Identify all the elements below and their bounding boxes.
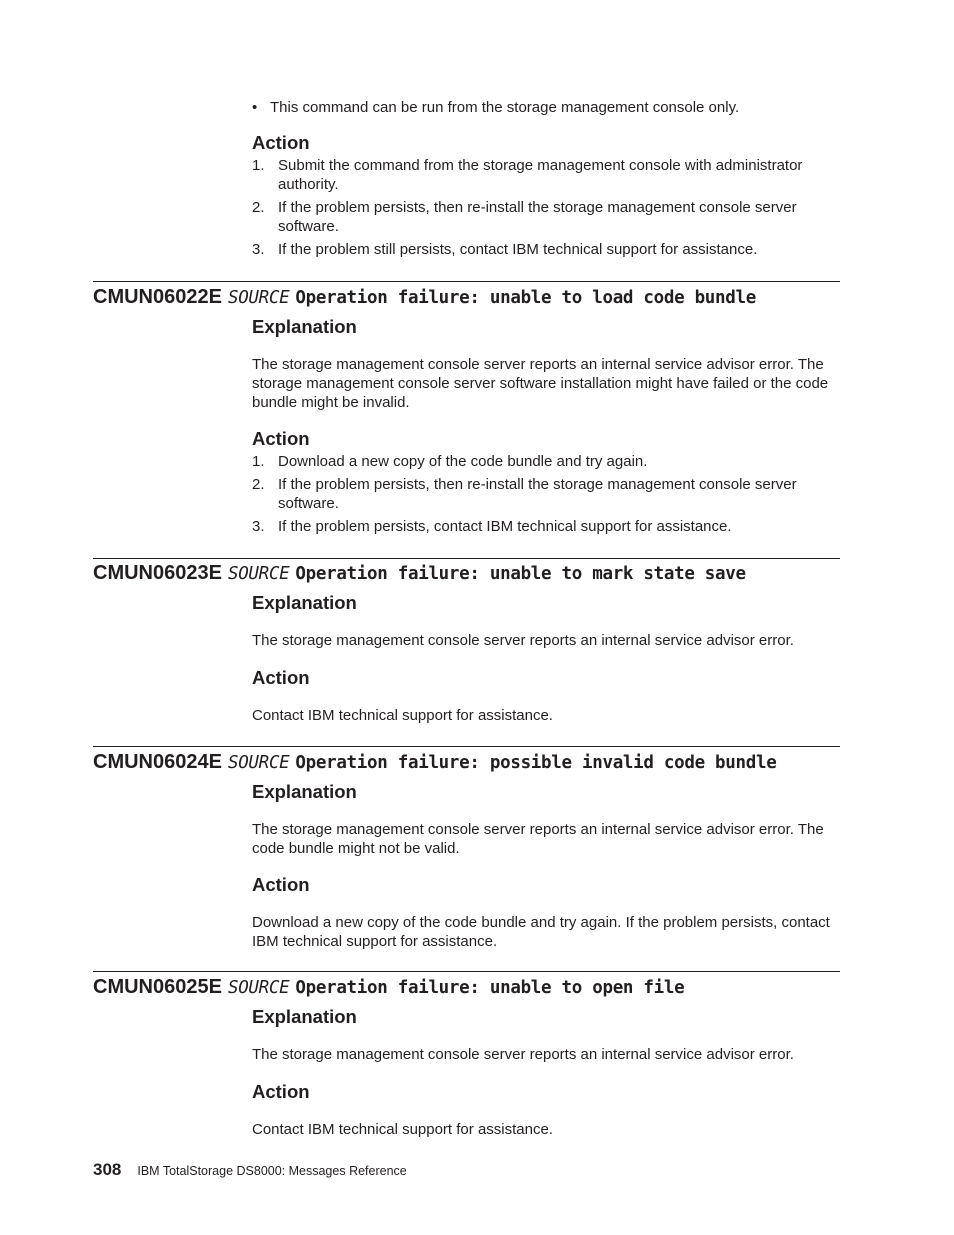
section-divider (93, 558, 840, 559)
message-source: SOURCE (227, 753, 290, 773)
action-step (252, 198, 840, 236)
page-number: 308 (93, 1160, 122, 1179)
step-number: 3. (252, 518, 265, 535)
step-number: 2. (252, 476, 265, 493)
step-text: If the problem persists, contact IBM technical support for assistance. (278, 518, 732, 535)
action-heading: Action (252, 667, 310, 688)
explanation-text: The storage management console server reports an internal service advisor error. The storage management console server software installation might have failed or the code bundle might be invalid. (252, 356, 829, 411)
action-steps-list (252, 156, 840, 259)
section-divider (93, 971, 840, 972)
step-text: If the problem still persists, contact IBM technical support for assistance. (278, 241, 758, 258)
explanation-text: The storage management console server reports an internal service advisor error. The code bundle might not be valid. (252, 821, 824, 857)
explanation-text: The storage management console server reports an internal service advisor error. (252, 1046, 794, 1063)
action-step (252, 517, 840, 536)
action-step (252, 240, 840, 259)
explanation-section (252, 316, 840, 412)
message-heading (93, 749, 853, 777)
message-code: CMUN06025E (93, 976, 222, 998)
section-divider (93, 746, 840, 747)
explanation-text: The storage management console server reports an internal service advisor error. (252, 632, 794, 649)
message-code: CMUN06022E (93, 286, 222, 308)
action-steps-list (252, 452, 840, 536)
action-text: Contact IBM technical support for assistance. (252, 707, 553, 724)
step-number: 1. (252, 453, 265, 470)
action-heading: Action (252, 874, 310, 895)
page-footer (93, 1160, 407, 1180)
action-heading: Action (252, 132, 310, 153)
step-text: Submit the command from the storage management console with administrator authority. (278, 157, 803, 193)
step-number: 1. (252, 157, 265, 174)
action-section (252, 667, 840, 725)
action-heading: Action (252, 428, 310, 449)
action-section (252, 1081, 840, 1139)
message-title: Operation failure: possible invalid code bundle (295, 753, 777, 773)
message-heading (93, 560, 853, 588)
intro-bullet-text: This command can be run from the storage management console only. (270, 99, 740, 116)
step-text: If the problem persists, then re-install the storage management console server software. (278, 199, 797, 235)
explanation-section (252, 781, 840, 858)
explanation-heading: Explanation (252, 316, 357, 337)
explanation-section (252, 1006, 840, 1064)
message-source: SOURCE (227, 978, 290, 998)
intro-bullet-item (252, 98, 842, 117)
message-title: Operation failure: unable to load code bundle (295, 288, 756, 308)
explanation-section (252, 592, 840, 650)
first-action-section (252, 132, 840, 263)
action-text: Download a new copy of the code bundle and try again. If the problem persists, contact IBM technical support for assistance. (252, 914, 830, 950)
message-source: SOURCE (227, 288, 290, 308)
step-text: If the problem persists, then re-install the storage management console server software. (278, 476, 797, 512)
message-title: Operation failure: unable to mark state save (295, 564, 746, 584)
message-source: SOURCE (227, 564, 290, 584)
explanation-heading: Explanation (252, 592, 357, 613)
message-code: CMUN06024E (93, 751, 222, 773)
action-section (252, 428, 840, 540)
action-step (252, 156, 840, 194)
message-code: CMUN06023E (93, 562, 222, 584)
action-step (252, 452, 840, 471)
message-heading (93, 284, 853, 312)
action-step (252, 475, 840, 513)
action-heading: Action (252, 1081, 310, 1102)
action-section (252, 874, 840, 951)
explanation-heading: Explanation (252, 781, 357, 802)
footer-text: IBM TotalStorage DS8000: Messages Reference (137, 1164, 407, 1178)
action-text: Contact IBM technical support for assistance. (252, 1121, 553, 1138)
bullet-marker: • (252, 99, 258, 116)
explanation-heading: Explanation (252, 1006, 357, 1027)
section-divider (93, 281, 840, 282)
step-text: Download a new copy of the code bundle and try again. (278, 453, 648, 470)
message-heading (93, 974, 853, 1002)
message-title: Operation failure: unable to open file (295, 978, 685, 998)
step-number: 3. (252, 241, 265, 258)
step-number: 2. (252, 199, 265, 216)
